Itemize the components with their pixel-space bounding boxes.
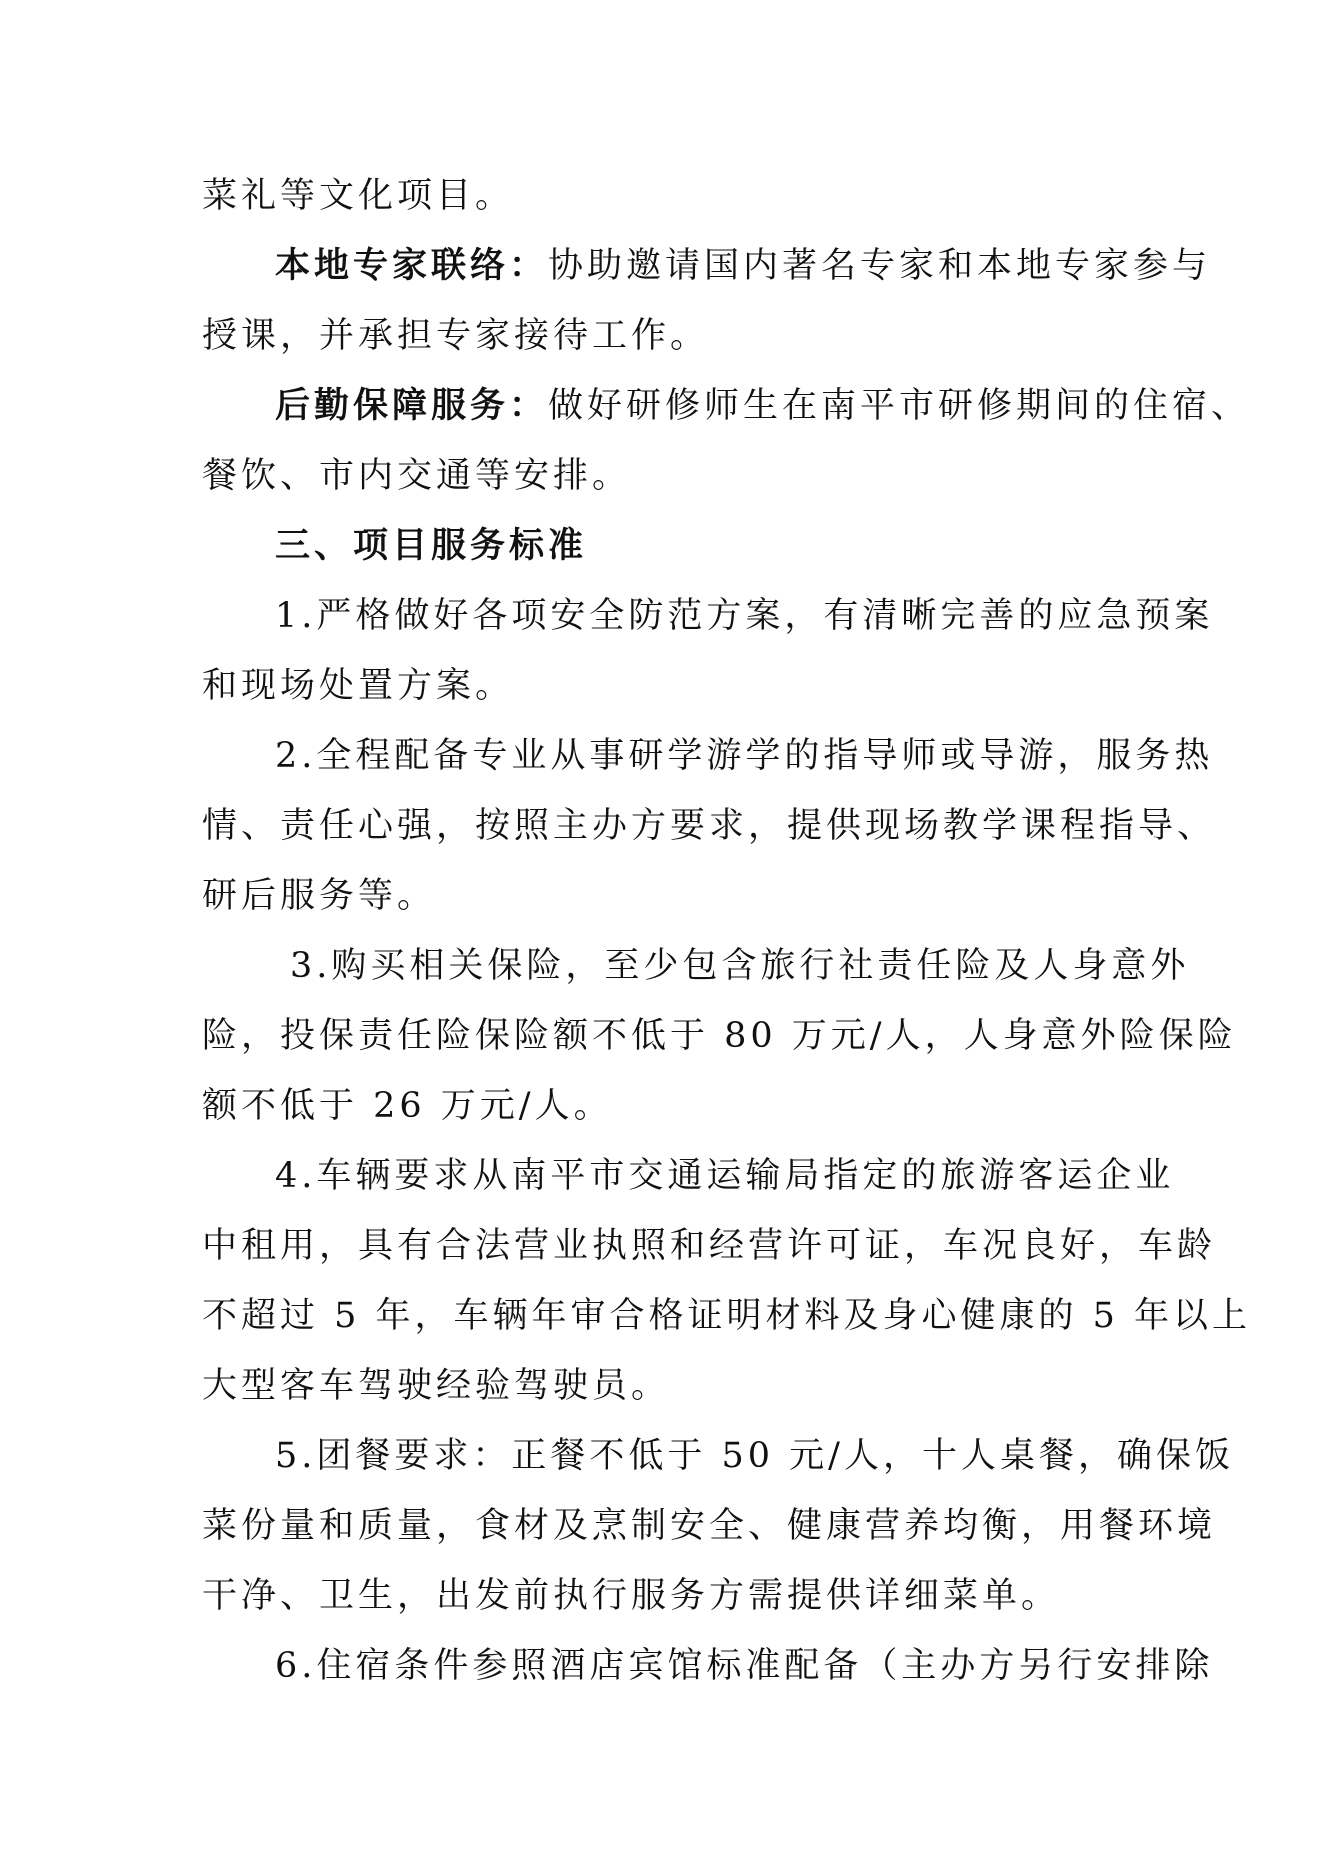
text-span: 协助邀请国内著名专家和本地专家参与 — [548, 246, 1212, 286]
section-lead: 本地专家联络： — [275, 245, 549, 286]
text-line: 餐饮、市内交通等安排。 — [202, 456, 632, 496]
paragraph-expert-liaison — [275, 246, 1211, 286]
text-line: 4.车辆要求从南平市交通运输局指定的旅游客运企业 — [275, 1156, 1175, 1196]
text-span: 做好研修师生在南平市研修期间的住宿、 — [548, 386, 1251, 426]
text-line: 大型客车驾驶经验驾驶员。 — [202, 1366, 671, 1406]
text-line: 险，投保责任险保险额不低于 80 万元/人，人身意外险保险 — [202, 1016, 1237, 1056]
text-line: 菜份量和质量，食材及烹制安全、健康营养均衡，用餐环境 — [202, 1506, 1217, 1546]
text-line: 5.团餐要求：正餐不低于 50 元/人，十人桌餐，确保饭 — [275, 1436, 1234, 1476]
text-line: 1.严格做好各项安全防范方案，有清晰完善的应急预案 — [275, 596, 1214, 636]
section-heading: 三、项目服务标准 — [275, 525, 588, 566]
text-line: 干净、卫生，出发前执行服务方需提供详细菜单。 — [202, 1576, 1061, 1616]
text-line: 2.全程配备专业从事研学游学的指导师或导游，服务热 — [275, 736, 1214, 776]
text-line: 菜礼等文化项目。 — [202, 176, 515, 216]
text-line: 额不低于 26 万元/人。 — [202, 1086, 613, 1126]
text-line: 和现场处置方案。 — [202, 666, 515, 706]
text-line: 不超过 5 年，车辆年审合格证明材料及身心健康的 5 年以上 — [202, 1296, 1252, 1336]
text-line: 中租用，具有合法营业执照和经营许可证，车况良好，车龄 — [202, 1226, 1217, 1266]
text-line: 情、责任心强，按照主办方要求，提供现场教学课程指导、 — [202, 806, 1217, 846]
text-line: 3.购买相关保险，至少包含旅行社责任险及人身意外 — [290, 946, 1190, 986]
text-line: 研后服务等。 — [202, 876, 437, 916]
text-line: 6.住宿条件参照酒店宾馆标准配备（主办方另行安排除 — [275, 1646, 1214, 1686]
section-lead: 后勤保障服务： — [275, 385, 549, 426]
paragraph-logistics — [275, 386, 1250, 426]
text-line: 授课，并承担专家接待工作。 — [202, 316, 710, 356]
